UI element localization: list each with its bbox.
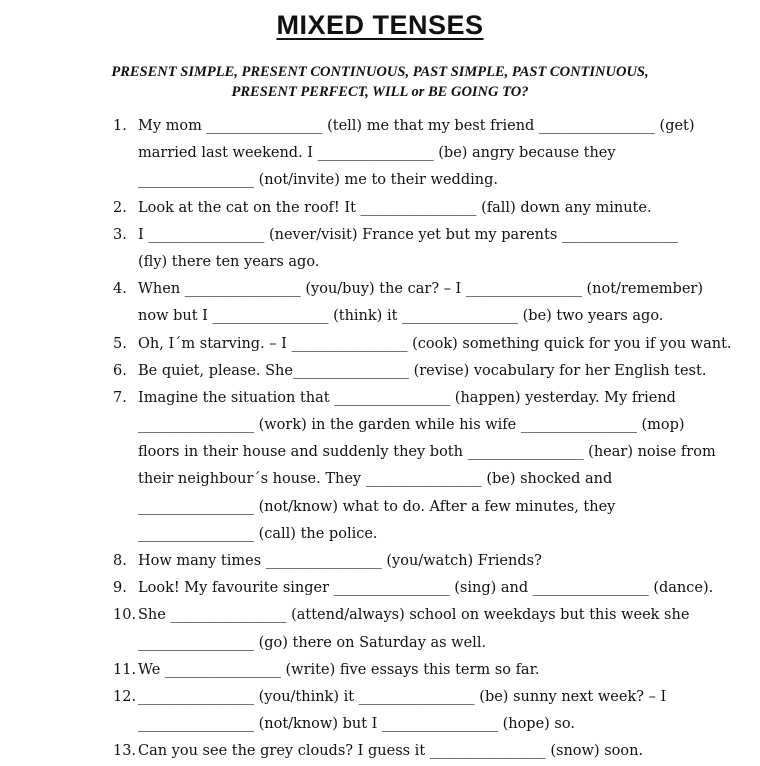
exercise-line (0, 167, 760, 194)
exercise-line (0, 602, 760, 629)
exercise-number: 5. (113, 335, 127, 352)
exercise-text: ________________ (work) in the garden while his wife ________________ (mop) (138, 417, 685, 434)
subtitle-line-2: PRESENT PERFECT, WILL or BE GOING TO? (231, 84, 529, 100)
exercise-text: floors in their house and suddenly they both ________________ (hear) noise from (138, 444, 716, 461)
exercise-line (0, 303, 760, 330)
exercise-number: 11. (113, 661, 137, 678)
exercise-line (0, 249, 760, 276)
exercise-number: 9. (113, 580, 127, 597)
exercise-number: 6. (113, 362, 127, 379)
exercise-text: When ________________ (you/buy) the car? – I ________________ (not/remember) (138, 281, 703, 298)
exercise-line (0, 711, 760, 738)
exercise-number: 8. (113, 553, 127, 569)
exercise-line (0, 466, 760, 493)
exercise-line (0, 684, 760, 711)
exercise-text: We ________________ (write) five essays this term so far. (138, 661, 540, 678)
exercise-text: (fly) there ten years ago. (138, 253, 320, 270)
exercise-text: Imagine the situation that ________________ (happen) yesterday. My friend (138, 389, 676, 406)
exercise-number: 3. (113, 226, 127, 243)
exercise-list (0, 113, 760, 766)
exercise-number: 10. (113, 607, 137, 624)
exercise-text: Can you see the grey clouds? I guess it ________________ (snow) soon. (138, 743, 644, 760)
exercise-text: ________________ (go) there on Saturday as well. (138, 634, 487, 651)
exercise-text: married last weekend. I ________________ (be) angry because they (138, 145, 616, 162)
exercise-line (0, 439, 760, 466)
exercise-number: 13. (113, 743, 137, 760)
exercise-text: Look! My favourite singer ________________ (sing) and ________________ (dance). (138, 580, 714, 597)
exercise-line (0, 494, 760, 521)
exercise-number: 2. (113, 199, 127, 216)
exercise-text: She ________________ (attend/always) school on weekdays but this week she (138, 607, 690, 624)
exercise-text: ________________ (not/invite) me to their wedding. (138, 172, 498, 189)
exercise-text: How many times ________________ (you/watch) Friends? (138, 553, 542, 569)
exercise-text: ________________ (call) the police. (138, 525, 378, 542)
exercise-line (0, 738, 760, 765)
exercise-text: Oh, I´m starving. – I ________________ (cook) something quick for you if you want. (138, 335, 732, 352)
exercise-number: 7. (113, 389, 127, 406)
subtitle (0, 62, 760, 102)
exercise-number: 12. (113, 688, 137, 705)
exercise-line (0, 140, 760, 167)
exercise-text: Look at the cat on the roof! It ________________ (fall) down any minute. (138, 199, 652, 216)
exercise-line (0, 385, 760, 412)
page-title: MIXED TENSES (276, 10, 484, 40)
exercise-line (0, 521, 760, 548)
exercise-number: 1. (113, 118, 127, 134)
exercise-line (0, 548, 760, 575)
exercise-line (0, 222, 760, 249)
exercise-line (0, 195, 760, 222)
exercise-text: ________________ (you/think) it ________________ (be) sunny next week? – I (138, 688, 667, 705)
exercise-text: ________________ (not/know) but I ________________ (hope) so. (138, 716, 575, 733)
exercise-line (0, 630, 760, 657)
exercise-number: 4. (113, 281, 127, 298)
exercise-line (0, 276, 760, 303)
exercise-line (0, 575, 760, 602)
subtitle-line-1: PRESENT SIMPLE, PRESENT CONTINUOUS, PAST SIMPLE, PAST CONTINUOUS, (111, 64, 649, 80)
exercise-line (0, 657, 760, 684)
exercise-line (0, 358, 760, 385)
exercise-text: their neighbour´s house. They ________________ (be) shocked and (138, 471, 613, 488)
exercise-text: Be quiet, please. She________________ (revise) vocabulary for her English test. (138, 362, 707, 379)
exercise-line (0, 331, 760, 358)
exercise-line (0, 412, 760, 439)
exercise-text: My mom ________________ (tell) me that my best friend ________________ (get) (138, 118, 695, 134)
exercise-text: I ________________ (never/visit) France yet but my parents ________________ (138, 226, 678, 243)
exercise-text: ________________ (not/know) what to do. After a few minutes, they (138, 498, 616, 515)
exercise-text: now but I ________________ (think) it ________________ (be) two years ago. (138, 308, 664, 325)
exercise-line (0, 113, 760, 140)
